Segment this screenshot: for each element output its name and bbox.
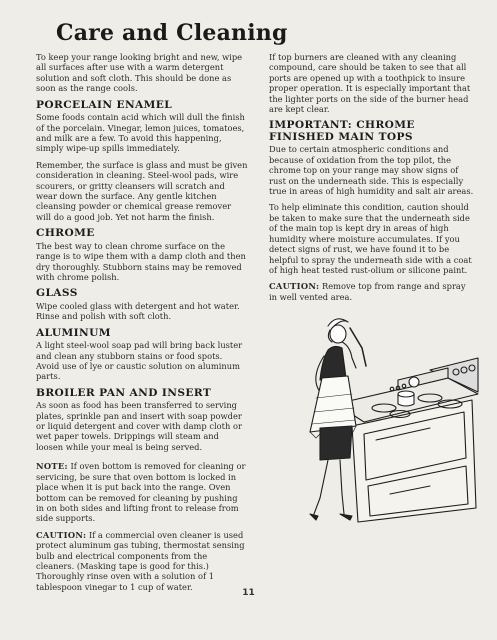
- glass-heading: GLASS: [36, 287, 78, 300]
- chrome-heading: CHROME: [36, 227, 95, 240]
- right-column: [269, 52, 475, 308]
- right-caution-text: Remove top from range and spray in well vented area.: [269, 281, 466, 302]
- important-paragraph-1: Due to certain atmospheric conditions and because of oxidation from the top pilot, the chrome top on your range may show signs of rust on the underneath side. This is especially true in areas of high humidity and salt air areas.: [269, 144, 474, 197]
- caution-paragraph: [36, 530, 248, 592]
- burners-paragraph: If top burners are cleaned with any cleaning compound, care should be taken to see that all ports are opened up with a toothpick to insure proper operation. It is especially important that the lighter ports on the side of the burner head are kept clear.: [269, 52, 471, 115]
- right-caution-paragraph: [269, 281, 475, 302]
- woman-cleaning-range-illustration: [280, 308, 480, 530]
- porcelain-paragraph-2: Remember, the surface is glass and must be given consideration in cleaning. Steel-wool pads, wire scourers, or gritty cleansers will scratch and wear down the surface. Any gentle kitchen cleansing powder or chemical grease remover will do a good job. Yet not harm the finish.: [36, 159, 248, 222]
- note-paragraph: [36, 461, 248, 523]
- aluminum-paragraph: A light steel-wool soap pad will bring back luster and clean any stubborn stains or food spots. Avoid use of lye or caustic solution on aluminum parts.: [36, 340, 243, 382]
- right-caution-label: CAUTION:: [269, 281, 320, 292]
- page-number: 11: [242, 588, 255, 598]
- aluminum-heading: ALUMINUM: [36, 326, 111, 339]
- page-title: Care and Cleaning: [56, 20, 288, 46]
- glass-paragraph: Wipe cooled glass with detergent and hot water. Rinse and polish with soft cloth.: [36, 300, 240, 322]
- broiler-paragraph: As soon as food has been transferred to serving plates, sprinkle pan and insert with soap powder or liquid detergent and cover with damp cloth or wet paper towels. Drippings will steam and loosen while your meal is being served.: [36, 400, 242, 452]
- caution-text: If a commercial oven cleaner is used protect aluminum gas tubing, thermostat sensing bulb and electrical components from the cleaners. (Masking tape is good for this.) Thoroughly rinse oven with a solution of 1 tablespoon vinegar to 1 cup of water.: [36, 529, 245, 592]
- important-paragraph-2: To help eliminate this condition, caution should be taken to make sure that the underneath side of the main top is kept dry in areas of high humidity where moisture accumulates. If you detect signs of rust, we have found it to be helpful to spray the underneath side with a coat of high heat tested rust-olium or silicone paint.: [269, 202, 472, 275]
- broiler-heading: BROILER PAN AND INSERT: [36, 386, 212, 399]
- caution-label: CAUTION:: [36, 529, 87, 540]
- porcelain-heading: PORCELAIN ENAMEL: [36, 98, 173, 111]
- chrome-paragraph: The best way to clean chrome surface on the range is to wipe them with a damp cloth and then dry thoroughly. Stubborn stains may be removed with chrome polish.: [36, 240, 246, 282]
- left-column: [36, 52, 248, 598]
- note-label: NOTE:: [36, 461, 68, 472]
- intro-paragraph: To keep your range looking bright and new, wipe all surfaces after use with a warm detergent solution and soft cloth. This should be done as soon as the range cools.: [36, 52, 243, 94]
- note-text: If oven bottom is removed for cleaning or servicing, be sure that oven bottom is locked in place when it is put back into the range. Oven bottom can be removed for cleaning by pushing in on both sides and lifting front to release from side supports.: [36, 461, 246, 524]
- porcelain-paragraph-1: Some foods contain acid which will dull the finish of the porcelain. Vinegar, lemon juices, tomatoes, and milk are a few. To avoid this happening, simply wipe-up spills immediately.: [36, 112, 245, 154]
- important-heading: IMPORTANT: CHROME FINISHED MAIN TOPS: [269, 119, 415, 143]
